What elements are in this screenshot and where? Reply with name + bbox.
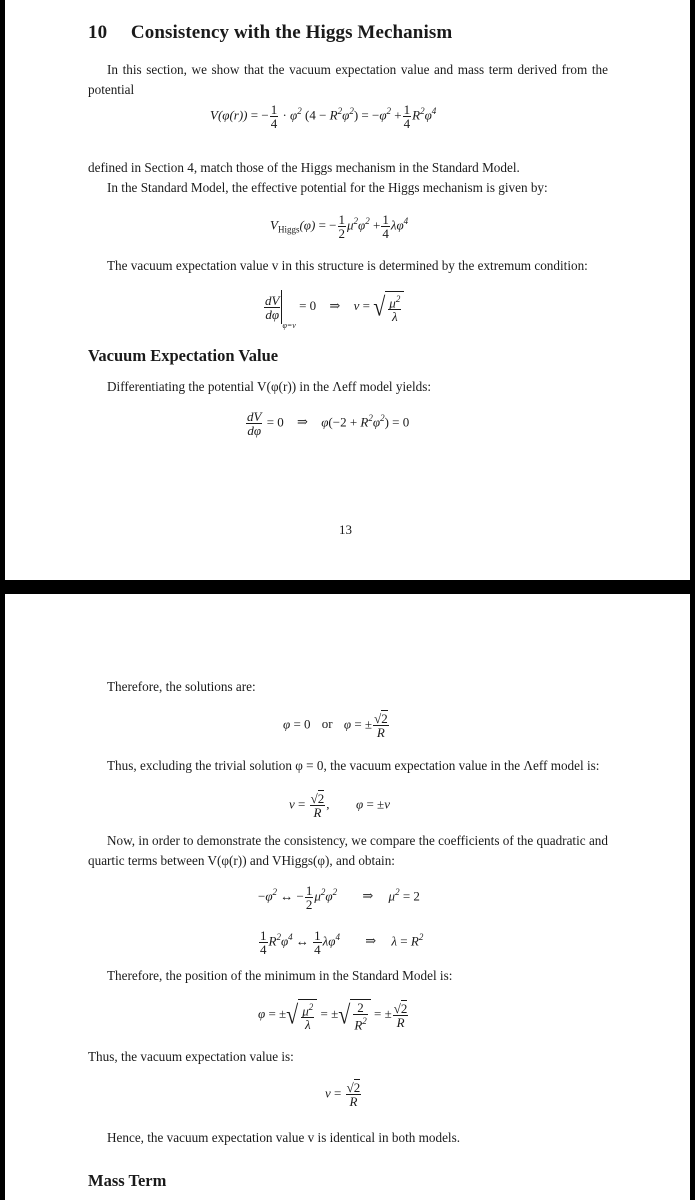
equation-final-vev: v = $\frac{√2}{R}$ [325, 1080, 361, 1109]
equation-lambda: $\frac{1}{4}$ $R^2\varphi^4$ ↔ $\frac{1}{4}$ $\lambda\varphi^4$ ⇒ $\lambda = R^2$ [260, 928, 424, 957]
section-title: Consistency with the Higgs Mechanism [130, 22, 453, 43]
equation-minimum: φ = ±√ $\frac{\mu^2}{\lambda}$ = ±√ $\frac{2}{R^2}$ = ± $\frac{√2}{R}$ [258, 999, 408, 1033]
subsection-mass-term: Mass Term [88, 1171, 167, 1190]
paragraph-trivial-solution: Thus, excluding the trivial solution φ = 0, the vacuum expectation value in the Λeff model is: [107, 758, 600, 773]
paragraph-differentiating: Differentiating the potential V(φ(r)) in the Λeff model yields: [107, 379, 432, 394]
equation-extremum: $\frac{dV}{d\varphi}$ $_{\varphi=v}$ = 0 ⇒ v = √ $\frac{\mu^2}{\lambda}$ [263, 290, 404, 330]
paragraph-compare-coefficients: Now, in order to demonstrate the consistency, we compare the coefficients of the quadratic and quartic terms between V(φ(r)) and VHiggs(φ), and obtain: [88, 833, 608, 868]
paragraph-extremum: The vacuum expectation value v in this structure is determined by the extremum condition: [107, 258, 588, 273]
paragraph-identical: Hence, the vacuum expectation value v is identical in both models. [107, 1130, 461, 1145]
section-heading [88, 22, 452, 44]
paragraph-minimum-position: Therefore, the position of the minimum in the Standard Model is: [107, 968, 453, 983]
equation-vev: v = $\frac{√2}{R}$ , φ = ±v [289, 791, 390, 820]
paragraph-intro: In this section, we show that the vacuum expectation value and mass term derived from the potential [88, 62, 608, 97]
paper-page-13 [5, 0, 690, 580]
paragraph-section4: defined in Section 4, match those of the Higgs mechanism in the Standard Model. [88, 160, 520, 175]
paper-page-14 [5, 594, 690, 1200]
equation-higgs-potential: $V_{Higgs}(\varphi)$ = − $\frac{1}{2}$ $\mu^2\varphi^2$ + $\frac{1}{4}$ $\lambda\varphi^4$ [270, 212, 409, 241]
equation-potential: V(φ(r)) = − $\frac{1}{4}$ · $\varphi^2$ $(4 - R^2\varphi^2) = -\varphi^2$ + $\frac{1}{4}$ $R^2\varphi^4$ [210, 102, 437, 131]
equation-mu-squared: $-\varphi^2$ ↔ − $\frac{1}{2}$ $\mu^2\varphi^2$ ⇒ $\mu^2 = 2$ [258, 883, 420, 912]
page-number: 13 [339, 522, 352, 537]
paragraph-standard-model: In the Standard Model, the effective potential for the Higgs mechanism is given by: [107, 180, 548, 195]
section-number: 10 [88, 22, 108, 43]
paragraph-solutions: Therefore, the solutions are: [107, 679, 256, 694]
equation-solutions: φ = 0 or φ = ± $\frac{√2}{R}$ [283, 711, 388, 740]
subsection-vacuum-expectation-value: Vacuum Expectation Value [88, 346, 279, 365]
equation-derivative: $\frac{dV}{d\varphi}$ = 0 ⇒ $\varphi(-2 + R^2\varphi^2) = 0$ [247, 409, 410, 438]
paragraph-thus-vev: Thus, the vacuum expectation value is: [88, 1049, 294, 1064]
